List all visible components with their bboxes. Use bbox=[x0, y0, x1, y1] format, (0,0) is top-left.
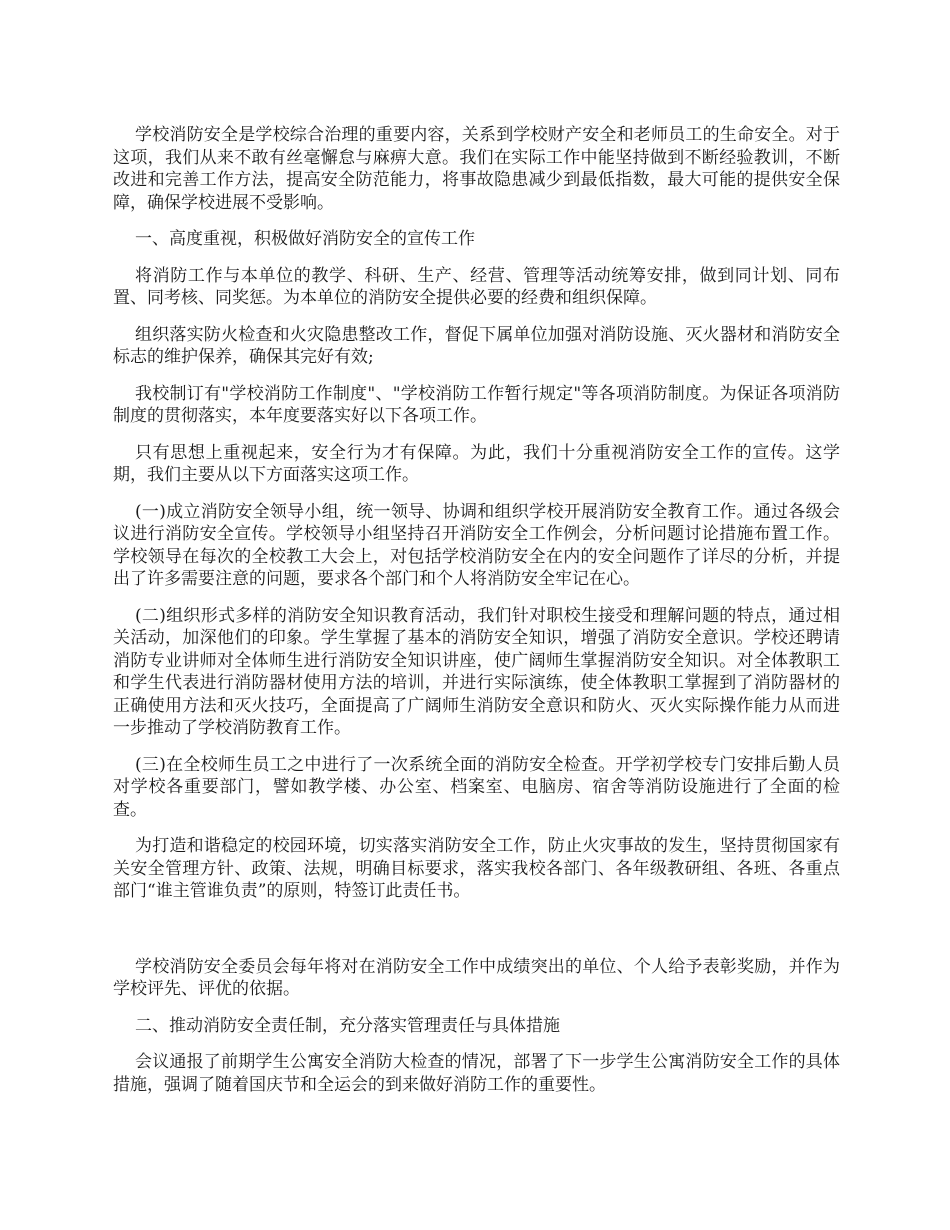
body-paragraph: 我校制订有"学校消防工作制度"、"学校消防工作暂行规定"等各项消防制度。为保证各项消防制度的贯彻落实，本年度要落实好以下各项工作。 bbox=[113, 383, 840, 426]
section-spacer bbox=[113, 917, 840, 956]
body-paragraph: 学校消防安全委员会每年将对在消防安全工作中成绩突出的单位、个人给予表彰奖励，并作为学校评先、评优的依据。 bbox=[113, 956, 840, 999]
body-paragraph: 将消防工作与本单位的教学、科研、生产、经营、管理等活动统筹安排，做到同计划、同布置、同考核、同奖惩。为本单位的消防安全提供必要的经费和组织保障。 bbox=[113, 265, 840, 308]
body-paragraph: 只有思想上重视起来，安全行为才有保障。为此，我们十分重视消防安全工作的宣传。这学期，我们主要从以下方面落实这项工作。 bbox=[113, 442, 840, 485]
intro-paragraph: 学校消防安全是学校综合治理的重要内容，关系到学校财产安全和老师员工的生命安全。对于这项，我们从来不敢有丝毫懈怠与麻痹大意。我们在实际工作中能坚持做到不断经验教训，不断改进和完善工作方法，提高安全防范能力，将事故隐患减少到最低指数，最大可能的提供安全保障，确保学校进展不受影响。 bbox=[113, 125, 840, 213]
section-heading-2: 二、推动消防安全责任制，充分落实管理责任与具体措施 bbox=[135, 1015, 560, 1036]
body-paragraph: 组织落实防火检查和火灾隐患整改工作，督促下属单位加强对消防设施、灭火器材和消防安全标志的维护保养，确保其完好有效; bbox=[113, 324, 840, 367]
body-paragraph: 为打造和谐稳定的校园环境，切实落实消防安全工作，防止火灾事故的发生，坚持贯彻国家有关安全管理方针、政策、法规，明确目标要求，落实我校各部门、各年级教研组、各班、各重点部门“谁主管谁负责”的原则，特签订此责任书。 bbox=[113, 836, 840, 901]
list-item-paragraph: (一)成立消防安全领导小组，统一领导、协调和组织学校开展消防安全教育工作。通过各级会议进行消防安全宣传。学校领导小组坚持召开消防安全工作例会，分析问题讨论措施布置工作。学校领导在每次的全校教工大会上，对包括学校消防安全在内的安全问题作了详尽的分析，并提出了许多需要注意的问题，要求各个部门和个人将消防安全牢记在心。 bbox=[113, 501, 840, 589]
section-heading-1: 一、高度重视，积极做好消防安全的宣传工作 bbox=[135, 229, 475, 249]
list-item-paragraph: (二)组织形式多样的消防安全知识教育活动，我们针对职校生接受和理解问题的特点，通过相关活动，加深他们的印象。学生掌握了基本的消防安全知识，增强了消防安全意识。学校还聘请消防专业讲师对全体师生进行消防安全知识讲座，使广阔师生掌握消防安全知识。对全体教职工和学生代表进行消防器材使用方法的培训，并进行实际演练，使全体教职工掌握到了消防器材的正确使用方法和灭火技巧，全面提高了广阔师生消防安全意识和防火、灭火实际操作能力从而进一步推动了学校消防教育工作。 bbox=[113, 605, 840, 738]
document-body bbox=[113, 124, 840, 1110]
list-item-paragraph: (三)在全校师生员工之中进行了一次系统全面的消防安全检查。开学初学校专门安排后勤人员对学校各重要部门，譬如教学楼、办公室、档案室、电脑房、宿舍等消防设施进行了全面的检查。 bbox=[113, 754, 840, 820]
body-paragraph: 会议通报了前期学生公寓安全消防大检查的情况，部署了下一步学生公寓消防安全工作的具体措施，强调了随着国庆节和全运会的到来做好消防工作的重要性。 bbox=[113, 1052, 840, 1095]
